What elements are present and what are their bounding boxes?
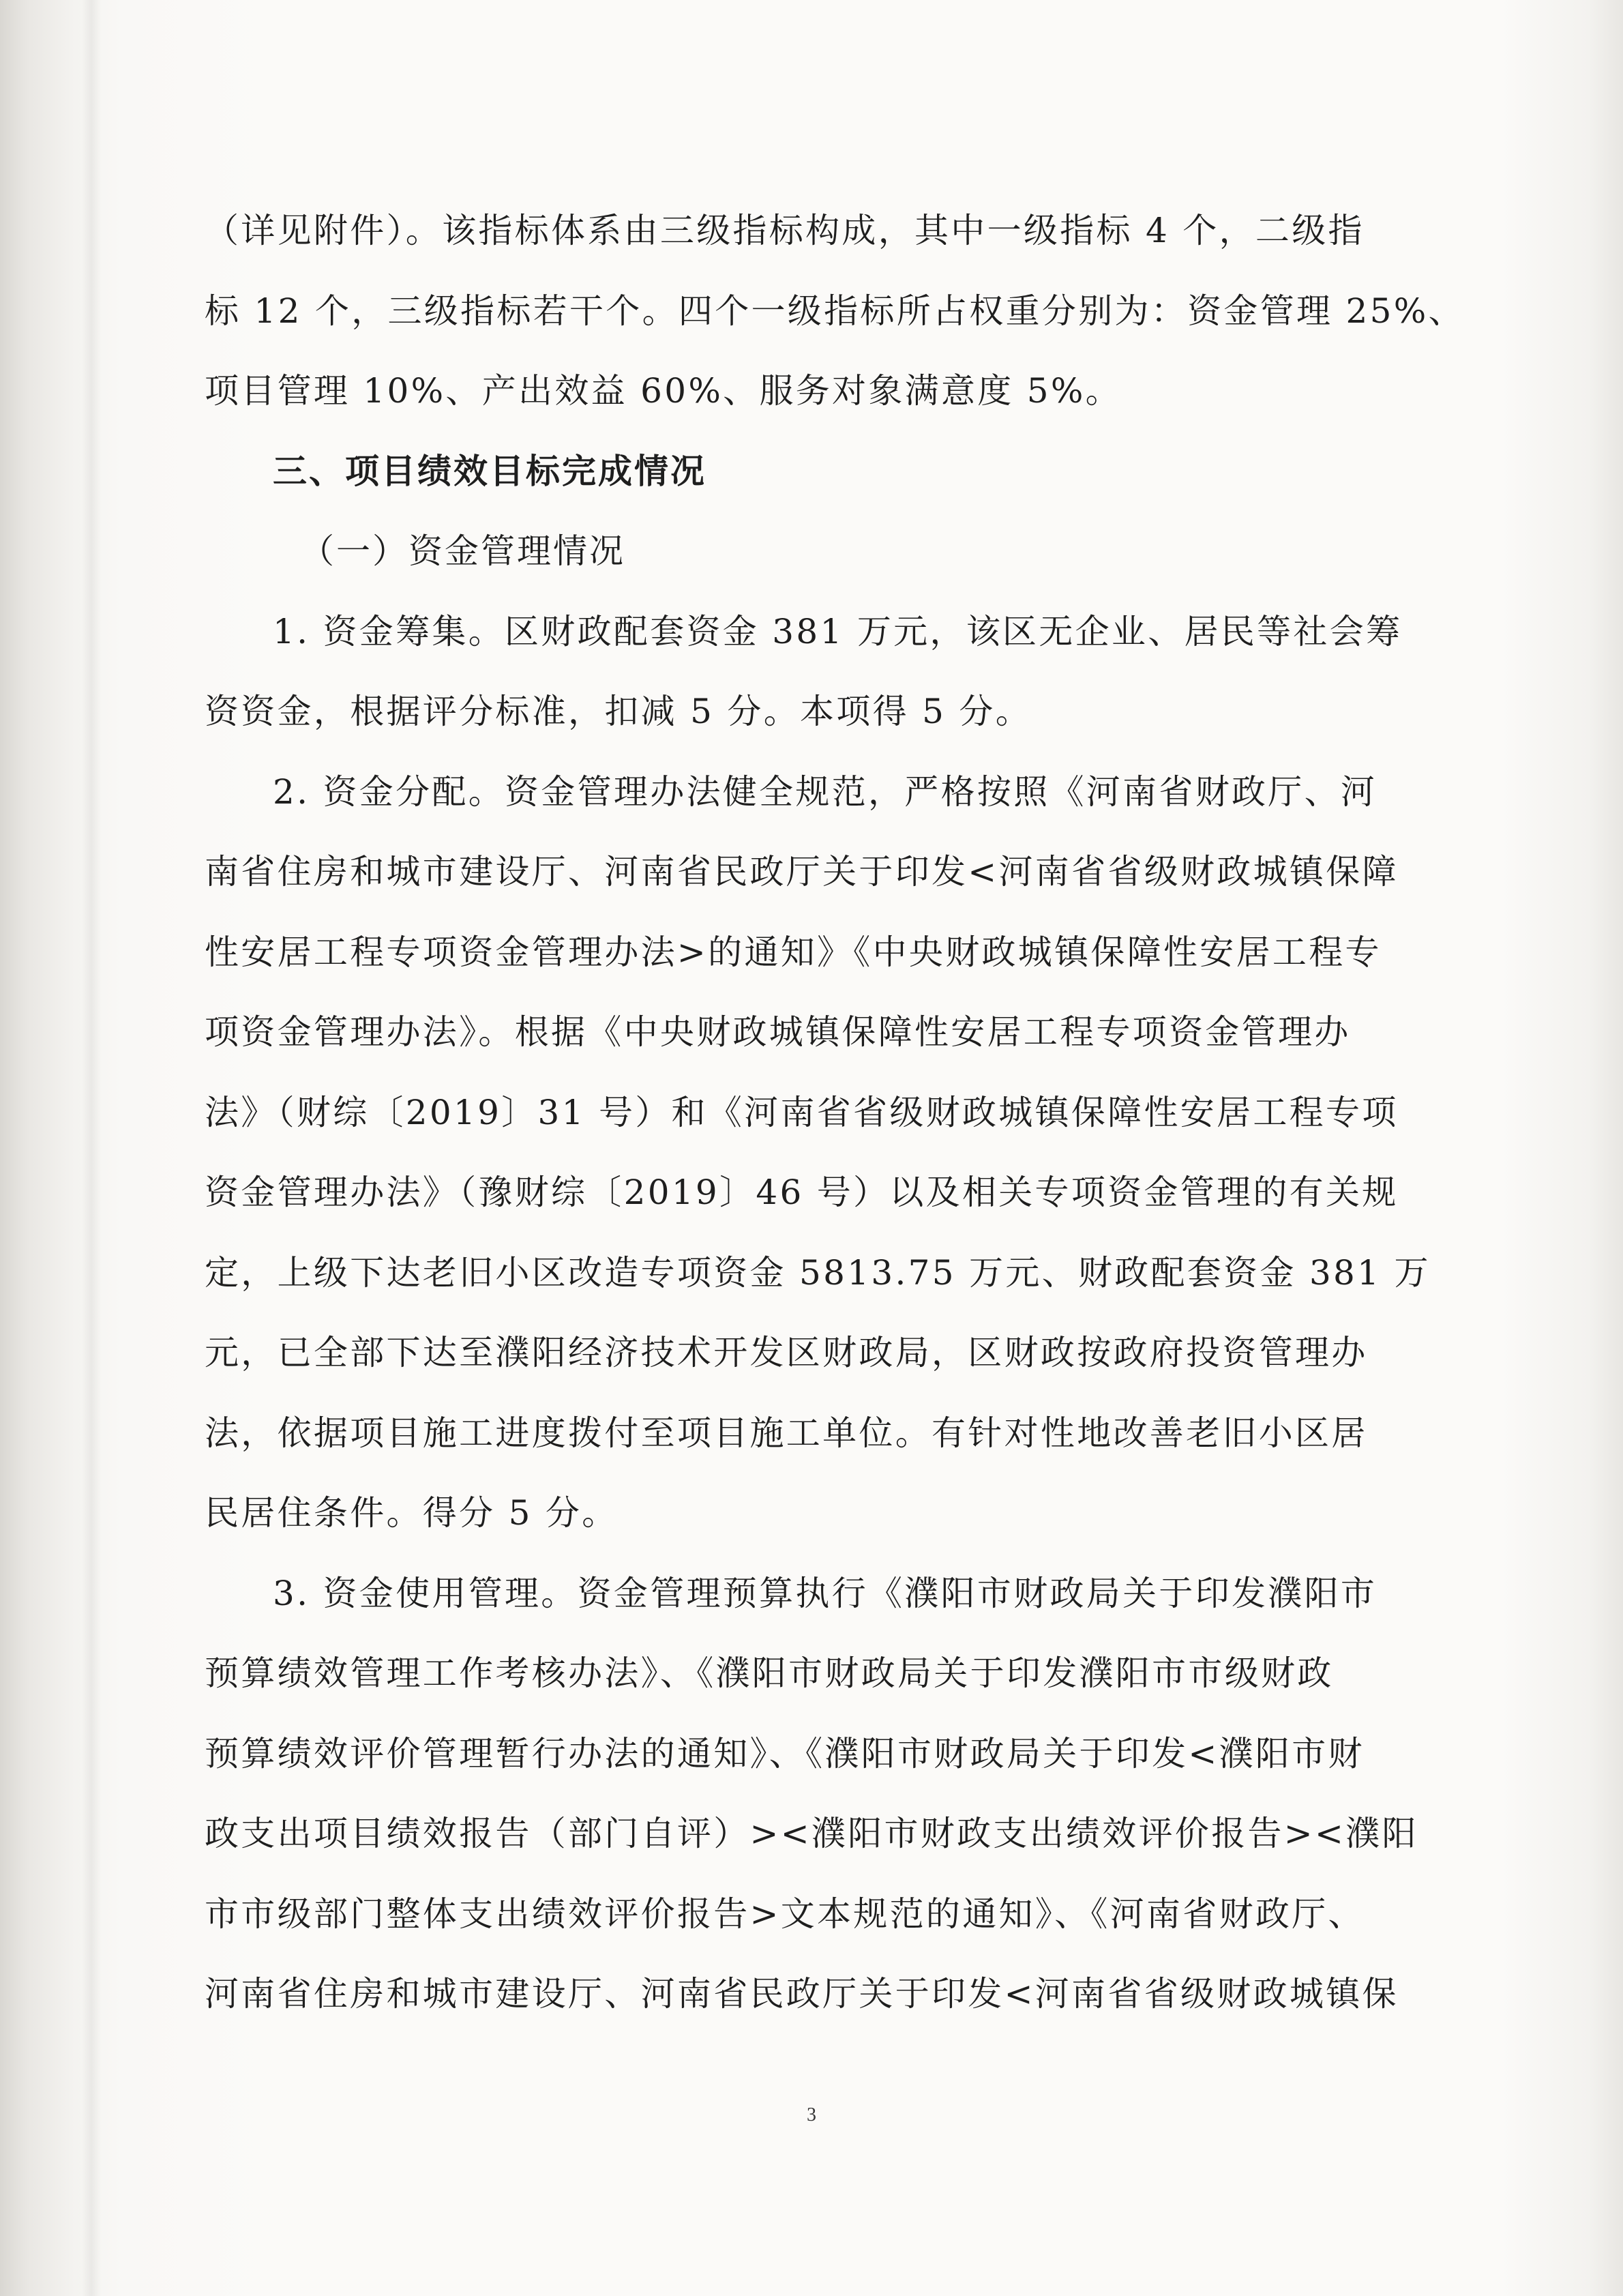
paragraph-line: 资金管理办法》（豫财综〔2019〕46 号）以及相关专项资金管理的有关规 [205, 1173, 1399, 1212]
page-number: 3 [807, 2104, 816, 2125]
binding-shadow [82, 0, 101, 2296]
paragraph-line: （详见附件）。该指标体系由三级指标构成，其中一级指标 4 个，二级指 [205, 211, 1365, 250]
paragraph-line: 元，已全部下达至濮阳经济技术开发区财政局，区财政按政府投资管理办 [205, 1333, 1368, 1372]
subsection-heading: （一）资金管理情况 [300, 531, 625, 571]
paragraph-line: 政支出项目绩效报告（部门自评）><濮阳市财政支出绩效评价报告><濮阳 [205, 1814, 1418, 1853]
paragraph-line: 2. 资金分配。资金管理办法健全规范，严格按照《河南省财政厅、河 [273, 771, 1378, 812]
paragraph-line: 民居住条件。得分 5 分。 [205, 1493, 619, 1533]
paragraph-line: 性安居工程专项资金管理办法>的通知》《中央财政城镇保障性安居工程专 [205, 932, 1382, 972]
paragraph-line: 预算绩效评价管理暂行办法的通知》、《濮阳市财政局关于印发<濮阳市财 [205, 1733, 1365, 1773]
paragraph-line: 项目管理 10%、产出效益 60%、服务对象满意度 5%。 [205, 371, 1122, 411]
paragraph-line: 南省住房和城市建设厅、河南省民政厅关于印发<河南省省级财政城镇保障 [205, 852, 1399, 892]
paragraph-line: 法》（财综〔2019〕31 号）和《河南省省级财政城镇保障性安居工程专项 [205, 1092, 1399, 1132]
paragraph-line: 预算绩效管理工作考核办法》、《濮阳市财政局关于印发濮阳市市级财政 [205, 1653, 1334, 1693]
section-heading: 三、项目绩效目标完成情况 [273, 451, 706, 491]
paragraph-line: 资资金，根据评分标准，扣减 5 分。本项得 5 分。 [205, 692, 1032, 731]
paragraph-line: 标 12 个，三级指标若干个。四个一级指标所占权重分别为：资金管理 25%、 [205, 291, 1465, 331]
paragraph-line: 法，依据项目施工进度拨付至项目施工单位。有针对性地改善老旧小区居 [205, 1413, 1368, 1453]
paragraph-line: 河南省住房和城市建设厅、河南省民政厅关于印发<河南省省级财政城镇保 [205, 1974, 1399, 2014]
paragraph-line: 市市级部门整体支出绩效评价报告>文本规范的通知》、《河南省财政厅、 [205, 1894, 1365, 1934]
body-text [205, 191, 1465, 2035]
paragraph-line: 项资金管理办法》。根据《中央财政城镇保障性安居工程专项资金管理办 [205, 1012, 1351, 1052]
paragraph-line: 3. 资金使用管理。资金管理预算执行《濮阳市财政局关于印发濮阳市 [273, 1573, 1378, 1613]
paragraph-line: 定，上级下达老旧小区改造专项资金 5813.75 万元、财政配套资金 381 万 [205, 1252, 1431, 1293]
paragraph-line: 1. 资金筹集。区财政配套资金 381 万元，该区无企业、居民等社会筹 [273, 611, 1403, 651]
